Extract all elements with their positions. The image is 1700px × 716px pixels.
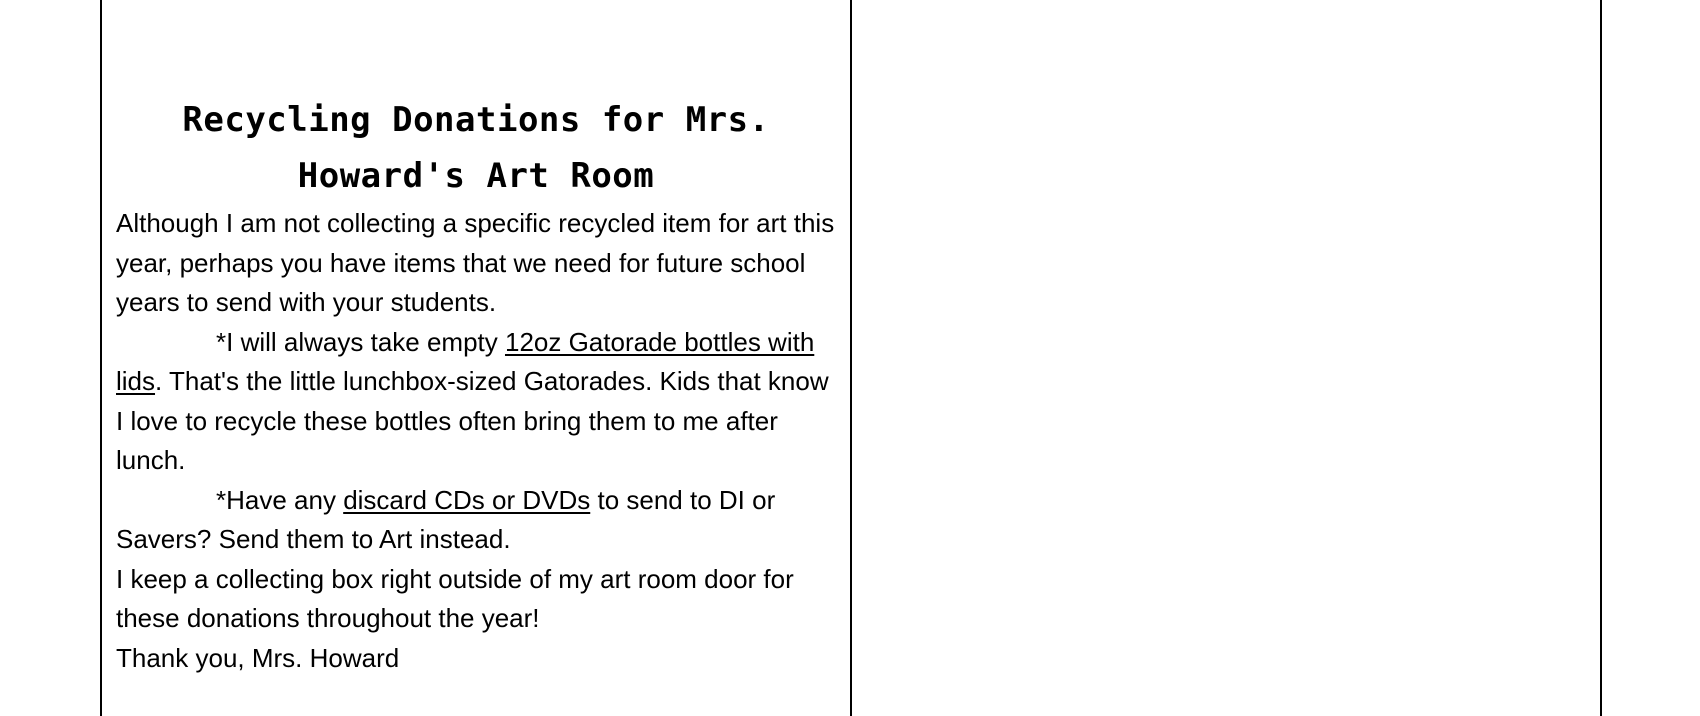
document-body xyxy=(116,204,836,678)
right-column xyxy=(852,0,1600,716)
page-title: Recycling Donations for Mrs. Howard's Art Room xyxy=(182,100,770,196)
gatorade-prefix: *I will always take empty xyxy=(216,326,505,357)
intro-paragraph: Although I am not collecting a specific recycled item for art this year, perhaps you have items that we need for future school years to send with your students. xyxy=(116,208,835,317)
cd-dvd-prefix: *Have any xyxy=(216,484,344,515)
gatorade-suffix: . That's the little lunchbox-sized Gatorades. Kids that know I love to recycle these bottles often bring them to me after lunch. xyxy=(116,366,829,475)
left-column xyxy=(102,0,852,716)
cd-dvd-paragraph xyxy=(116,481,836,560)
signoff: Thank you, Mrs. Howard xyxy=(116,642,400,673)
gatorade-item: 12oz Gatorade bottles with lids xyxy=(116,326,815,396)
document-table xyxy=(100,0,1602,716)
cd-dvd-item: discard CDs or DVDs xyxy=(343,484,591,515)
box-note-paragraph: I keep a collecting box right outside of my art room door for these donations throughout the year! xyxy=(116,563,794,633)
cd-dvd-suffix: to send to DI or Savers? Send them to Art instead. xyxy=(116,484,776,554)
gatorade-paragraph xyxy=(116,323,836,481)
